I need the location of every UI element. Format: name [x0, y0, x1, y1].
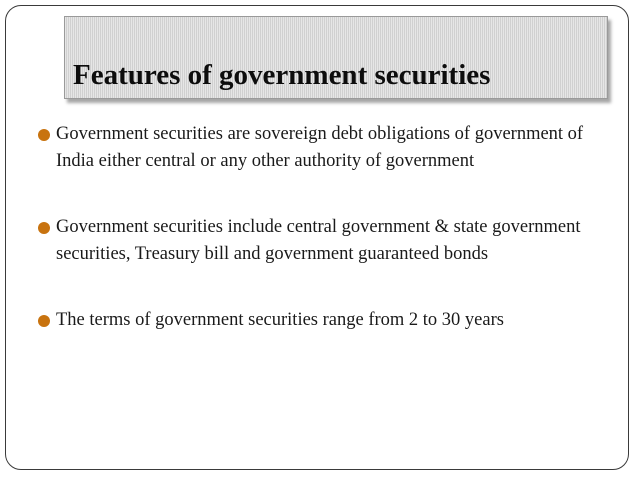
bullet-text: The terms of government securities range from 2 to 30 years	[56, 310, 504, 330]
bullet-text: Government securities include central government & state government securities, Treasury bill and government guaranteed bonds	[56, 217, 581, 264]
bullet-dot-icon	[38, 129, 50, 141]
title-box	[64, 16, 608, 99]
bullet-text: Government securities are sovereign debt obligations of government of India either central or any other authority of government	[56, 124, 584, 171]
bullet-item	[36, 121, 616, 175]
bullet-dot-icon	[38, 315, 50, 327]
bullet-dot-icon	[38, 222, 50, 234]
bullet-item	[36, 307, 616, 334]
slide-title: Features of government securities	[73, 59, 491, 91]
bullet-item	[36, 214, 616, 268]
bullet-list	[36, 121, 616, 334]
